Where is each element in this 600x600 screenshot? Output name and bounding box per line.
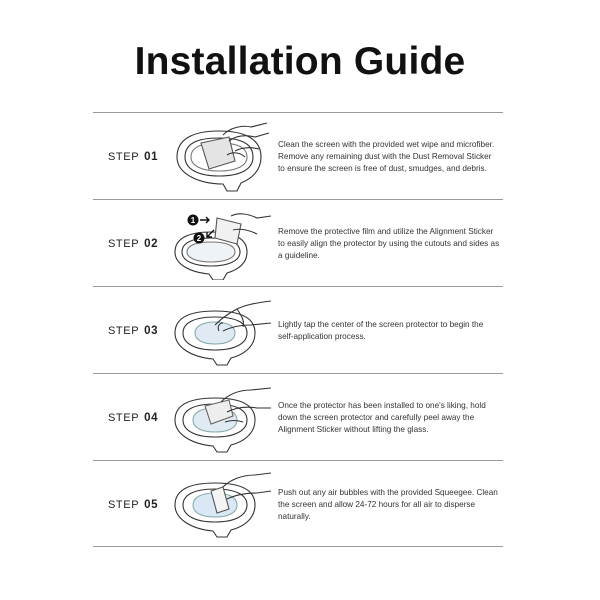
step-description: Push out any air bubbles with the provided Squeegee. Clean the screen and allow 24-72 hours for all air to disperse naturally. xyxy=(278,487,498,521)
step-05 xyxy=(93,460,503,547)
step-01 xyxy=(93,112,503,199)
step-word: STEP xyxy=(108,411,140,424)
steps-list xyxy=(93,112,503,547)
step-number: 04 xyxy=(144,411,159,424)
step-description: Clean the screen with the provided wet wipe and microfiber. Remove any remaining dust with the Dust Removal Sticker to ensure the screen is free of dust, smudges, and debris. xyxy=(278,139,495,173)
step-label xyxy=(108,461,158,548)
step-label xyxy=(108,374,158,461)
step-word: STEP xyxy=(108,150,140,163)
step-description: Remove the protective film and utilize the Alignment Sticker to easily align the protector by using the cutouts and sides as a guideline. xyxy=(278,226,500,260)
squeegee-illustration xyxy=(171,469,276,541)
align-protector-illustration xyxy=(171,208,276,280)
step-word: STEP xyxy=(108,237,140,250)
step-word: STEP xyxy=(108,498,140,511)
step-label xyxy=(108,200,158,287)
step-number: 01 xyxy=(144,150,159,163)
step-number: 05 xyxy=(144,498,159,511)
page-title: Installation Guide xyxy=(134,40,466,83)
step-description: Lightly tap the center of the screen protector to begin the self-application process. xyxy=(278,319,484,341)
step-04 xyxy=(93,373,503,460)
badge-2-text: 2 xyxy=(196,234,202,243)
step-label xyxy=(108,113,158,200)
step-number: 03 xyxy=(144,324,159,337)
step-03 xyxy=(93,286,503,373)
wipe-screen-illustration xyxy=(171,121,276,193)
badge-1-text: 1 xyxy=(190,216,196,225)
tap-center-illustration xyxy=(171,295,276,367)
step-word: STEP xyxy=(108,324,140,337)
step-description: Once the protector has been installed to one's liking, hold down the screen protector and carefully peel away the Alignment Sticker without lifting the glass. xyxy=(278,400,486,434)
peel-sticker-illustration xyxy=(171,382,276,454)
step-label xyxy=(108,287,158,374)
step-02 xyxy=(93,199,503,286)
step-number: 02 xyxy=(144,237,159,250)
